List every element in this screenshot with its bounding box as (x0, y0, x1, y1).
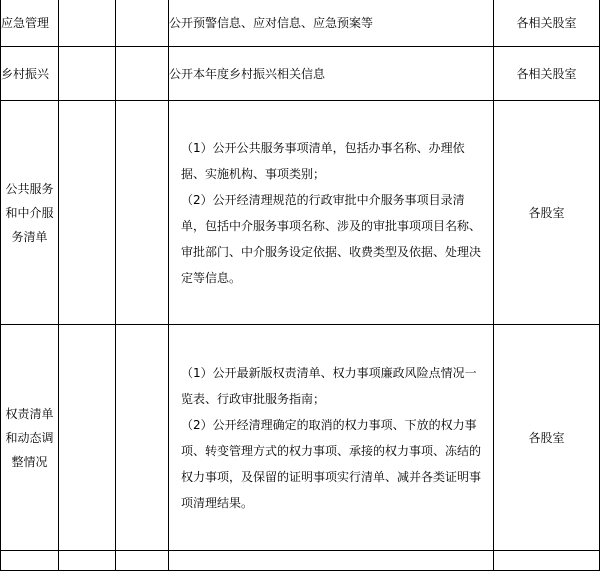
table-row-rural (1, 47, 600, 101)
content-cell (169, 0, 494, 47)
category-label-line: 权责清单 (5, 406, 54, 421)
empty-cell (59, 101, 116, 325)
category-label-line: 整情况 (11, 454, 48, 469)
content-paragraph: （2）公开经清理规范的行政审批中介服务事项目录清单，包括中介服务事项名称、涉及的审批事项项目名称、审批部门、中介服务设定依据、收费类型及依据、处理决定等信息。 (181, 192, 482, 285)
content-cell (169, 47, 494, 101)
content-text: 公开预警信息、应对信息、应急预案等 (169, 16, 374, 30)
category-label-line: 和动态调 (5, 430, 54, 445)
content-paragraph: （1）公开最新版权责清单、权力事项廉政风险点情况一览表、行政审批服务指南； (181, 365, 477, 406)
department-label: 各股室 (528, 205, 565, 220)
category-label-line: 务清单 (11, 229, 48, 244)
empty-cell (1, 551, 59, 571)
category-label: 乡村振兴 (1, 66, 50, 81)
content-cell (169, 101, 494, 325)
table-row-next (1, 551, 600, 571)
empty-cell (59, 551, 116, 571)
content-cell (169, 325, 494, 551)
empty-cell (116, 551, 169, 571)
empty-cell (116, 101, 169, 325)
empty-cell (116, 0, 169, 47)
department-cell (494, 0, 600, 47)
category-cell (1, 47, 59, 101)
content-paragraph: （2）公开经清理确定的取消的权力事项、下放的权力事项、转变管理方式的权力事项、承接的权力事项、冻结的权力事项，及保留的证明事项实行清单、减并各类证明事项清理结果。 (181, 417, 482, 510)
category-label-line: 公共服务 (5, 181, 54, 196)
department-cell (494, 47, 600, 101)
department-label: 各相关股室 (516, 16, 577, 30)
empty-cell (59, 325, 116, 551)
table-row-public-service (1, 101, 600, 325)
empty-cell (59, 0, 116, 47)
content-text: 公开本年度乡村振兴相关信息 (169, 66, 326, 81)
empty-cell (494, 551, 600, 571)
category-cell (1, 325, 59, 551)
table-row-emergency (1, 0, 600, 47)
empty-cell (116, 47, 169, 101)
empty-cell (116, 325, 169, 551)
department-cell (494, 325, 600, 551)
category-label-line: 和中介服 (5, 205, 54, 220)
category-cell (1, 0, 59, 47)
empty-cell (169, 551, 494, 571)
department-cell (494, 101, 600, 325)
department-label: 各相关股室 (516, 66, 577, 81)
empty-cell (59, 47, 116, 101)
category-cell (1, 101, 59, 325)
table-row-power-list (1, 325, 600, 551)
department-label: 各股室 (528, 430, 565, 445)
content-paragraph: （1）公开公共服务事项清单，包括办事名称、办理依据、实施机构、事项类别； (181, 140, 465, 181)
category-label: 应急管理 (1, 16, 50, 30)
